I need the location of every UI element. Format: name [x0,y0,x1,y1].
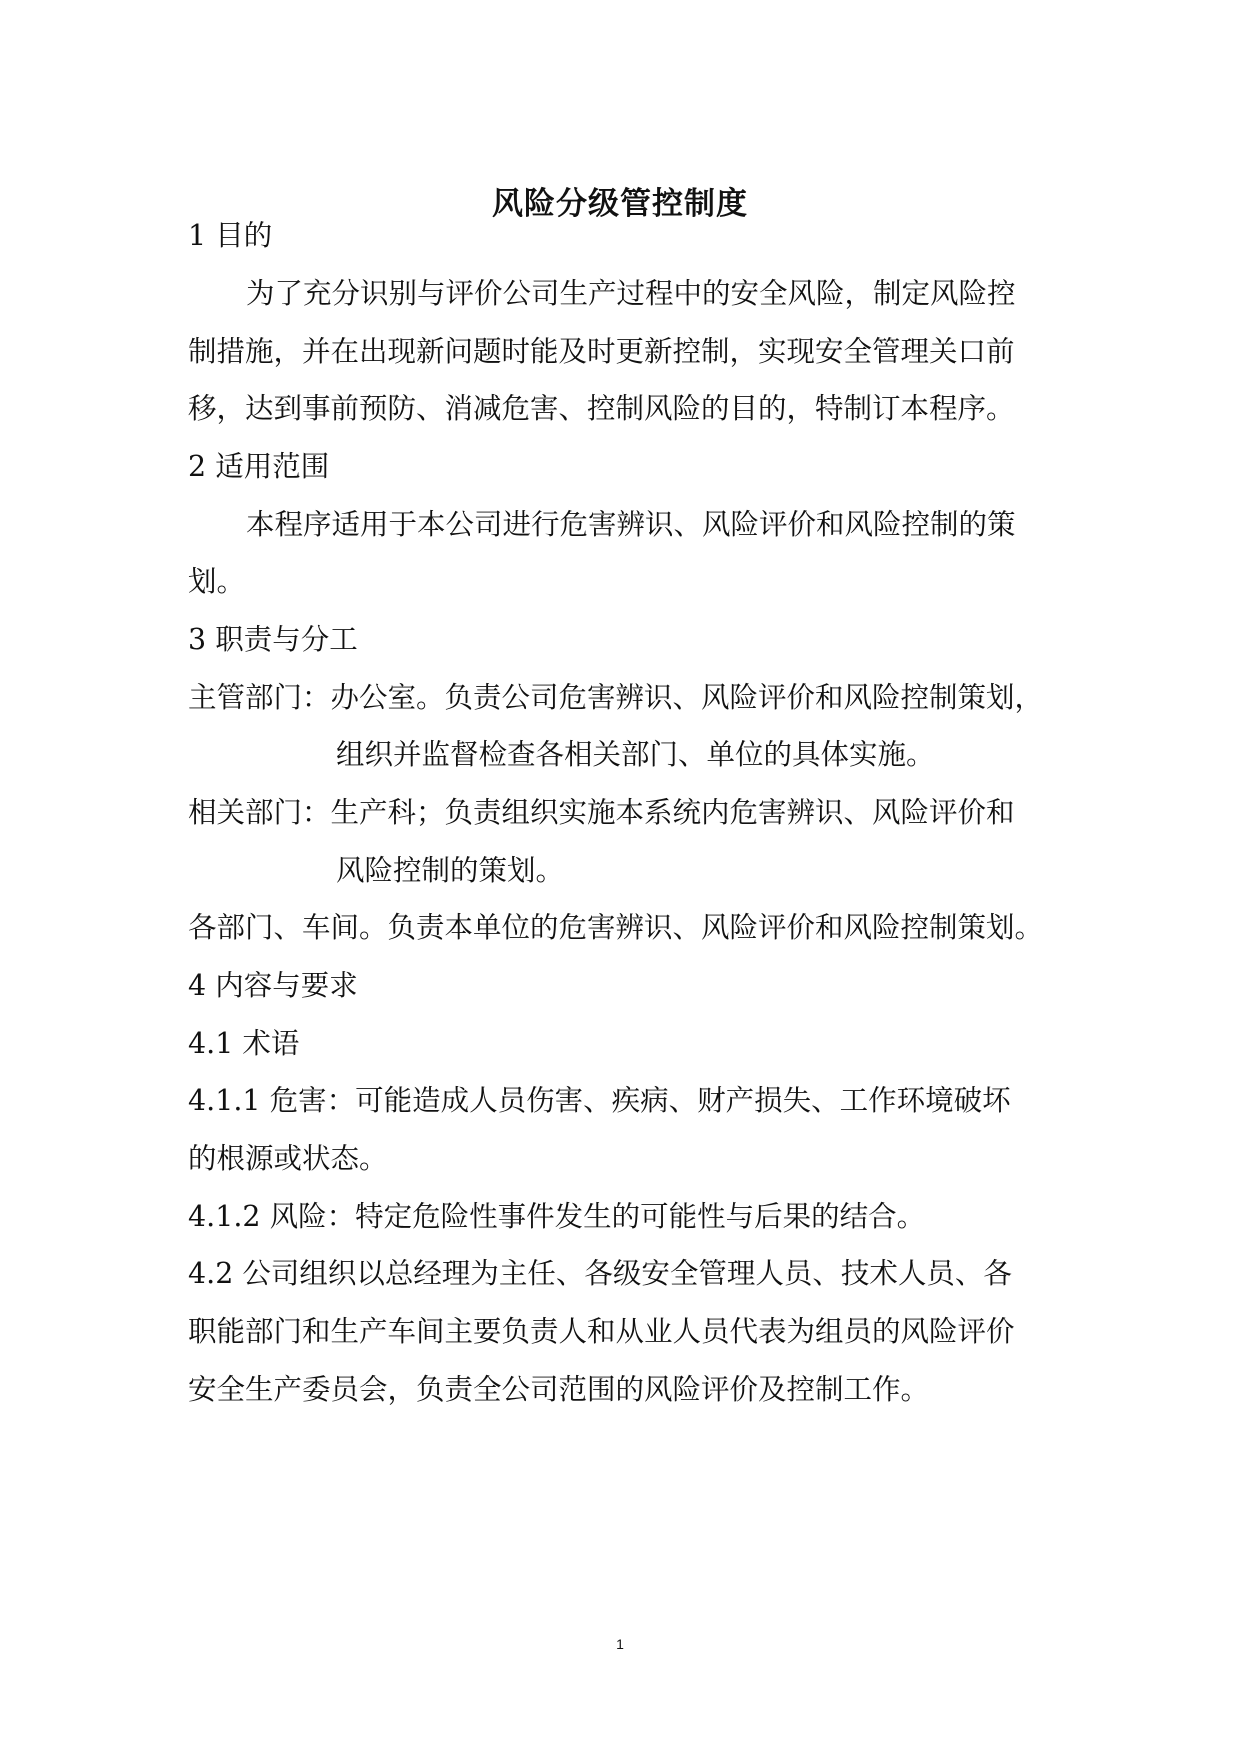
subsection-heading-terms: 4.1 术语 [188,1027,300,1060]
section-heading-scope: 2 适用范围 [188,450,330,483]
paragraph-line: 为了充分识别与评价公司生产过程中的安全风险，制定风险控 [246,277,1016,310]
paragraph-line: 移，达到事前预防、消减危害、控制风险的目的，特制订本程序。 [188,392,1015,425]
paragraph-line: 各部门、车间。负责本单位的危害辨识、风险评价和风险控制策划。 [188,911,1044,944]
paragraph-line: 主管部门：办公室。负责公司危害辨识、风险评价和风险控制策划， [188,681,1044,714]
section-heading-purpose: 1 目的 [188,219,273,252]
paragraph-line: 相关部门：生产科；负责组织实施本系统内危害辨识、风险评价和 [188,796,1015,829]
paragraph-line: 风险控制的策划。 [336,854,565,887]
paragraph-line: 4.1.1 危害：可能造成人员伤害、疾病、财产损失、工作环境破坏 [188,1084,1011,1117]
section-heading-content: 4 内容与要求 [188,969,358,1002]
document-title: 风险分级管控制度 [492,186,748,222]
paragraph-line: 组织并监督检查各相关部门、单位的具体实施。 [336,738,935,771]
paragraph-line: 本程序适用于本公司进行危害辨识、风险评价和风险控制的策 [246,508,1016,541]
paragraph-line: 的根源或状态。 [188,1142,388,1175]
section-heading-responsibilities: 3 职责与分工 [188,623,358,656]
page-number: 1 [616,1636,624,1652]
paragraph-line: 职能部门和生产车间主要负责人和从业人员代表为组员的风险评价 [188,1315,1015,1348]
paragraph-line: 制措施，并在出现新问题时能及时更新控制，实现安全管理关口前 [188,335,1015,368]
paragraph-line: 4.2 公司组织以总经理为主任、各级安全管理人员、技术人员、各 [188,1257,1012,1290]
paragraph-line: 划。 [188,565,246,598]
paragraph-line: 4.1.2 风险：特定危险性事件发生的可能性与后果的结合。 [188,1200,926,1233]
paragraph-line: 安全生产委员会，负责全公司范围的风险评价及控制工作。 [188,1373,930,1406]
